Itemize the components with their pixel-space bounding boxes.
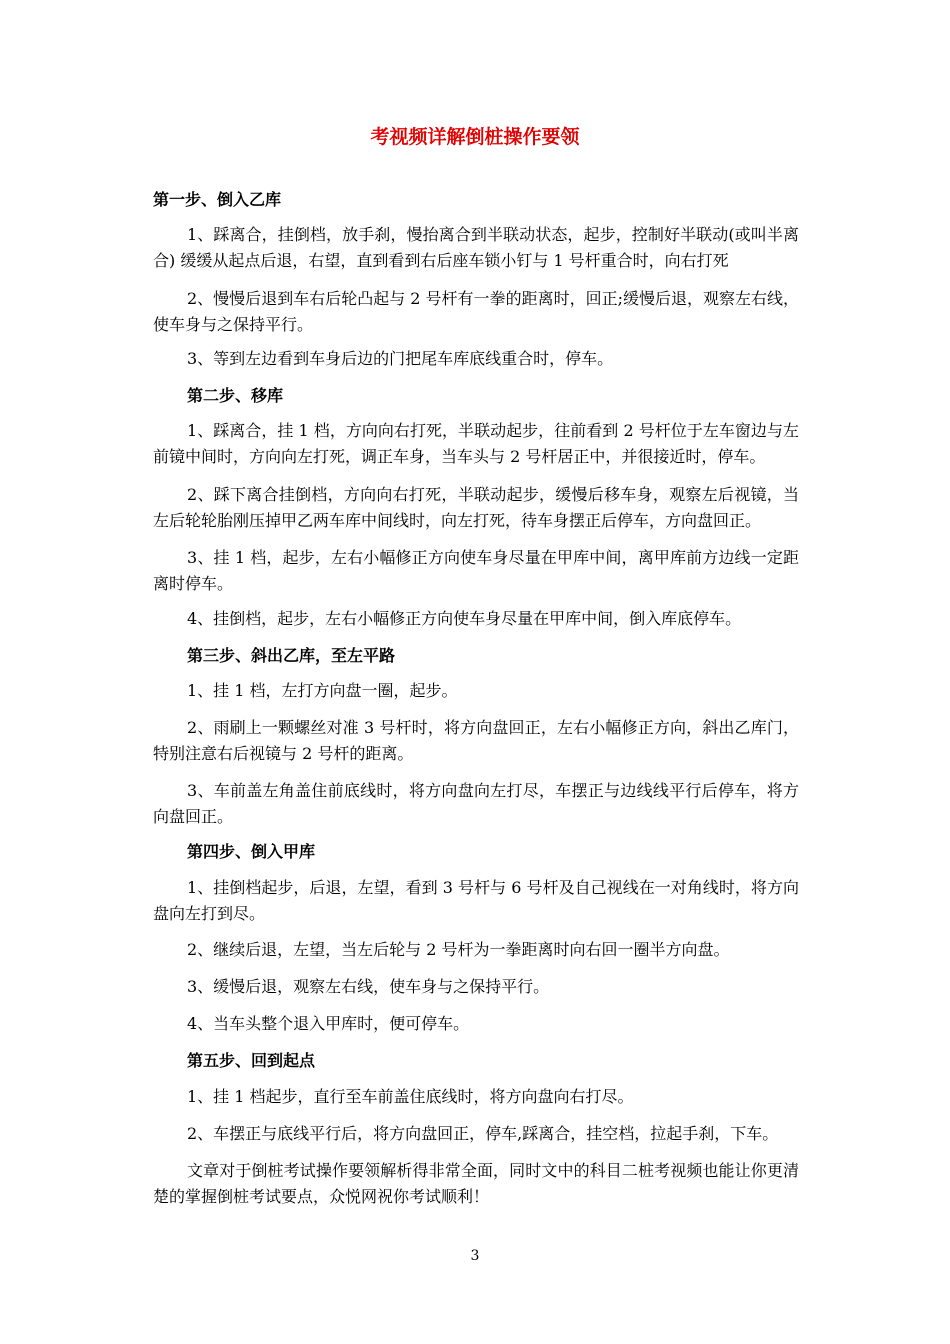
page-number: 3	[470, 1248, 480, 1264]
paragraph: 2、雨刷上一颗螺丝对准 3 号杆时，将方向盘回正，左右小幅修正方向，斜出乙库门，特别注意右后视镜与 2 号杆的距离。	[153, 718, 799, 763]
paragraph: 2、慢慢后退到车右后轮凸起与 2 号杆有一拳的距离时，回正;缓慢后退，观察左右线，使车身与之保持平行。	[153, 289, 799, 334]
paragraph: 2、继续后退，左望，当左后轮与 2 号杆为一拳距离时向右回一圈半方向盘。	[187, 940, 730, 959]
paragraph: 4、当车头整个退入甲库时，便可停车。	[187, 1014, 470, 1033]
paragraph: 3、车前盖左角盖住前底线时，将方向盘向左打尽，车摆正与边线线平行后停车，将方向盘回正。	[153, 781, 799, 826]
document-title: 考视频详解倒桩操作要领	[370, 126, 580, 148]
section-heading: 第二步、移库	[187, 386, 284, 405]
section-heading: 第四步、倒入甲库	[187, 842, 316, 861]
paragraph: 2、车摆正与底线平行后，将方向盘回正，停车,踩离合，挂空档，拉起手刹，下车。	[187, 1124, 779, 1143]
section-heading: 第五步、回到起点	[187, 1051, 316, 1070]
paragraph: 3、缓慢后退，观察左右线，使车身与之保持平行。	[187, 977, 550, 996]
section-heading: 第一步、倒入乙库	[153, 190, 282, 209]
paragraph: 3、挂 1 档，起步，左右小幅修正方向使车身尽量在甲库中间，离甲库前方边线一定距离时停车。	[153, 548, 799, 593]
closing-paragraph: 文章对于倒桩考试操作要领解析得非常全面，同时文中的科目二桩考视频也能让你更清楚的掌握倒桩考试要点，众悦网祝你考试顺利！	[153, 1161, 799, 1206]
paragraph: 1、挂倒档起步，后退，左望，看到 3 号杆与 6 号杆及自己视线在一对角线时，将方向盘向左打到尽。	[153, 878, 799, 923]
paragraph: 1、挂 1 档起步，直行至车前盖住底线时，将方向盘向右打尽。	[187, 1087, 634, 1106]
section-heading: 第三步、斜出乙库，至左平路	[187, 646, 396, 665]
paragraph: 1、踩离合，挂 1 档，方向向右打死，半联动起步，往前看到 2 号杆位于左车窗边与左前镜中间时，方向向左打死，调正车身，当车头与 2 号杆居正中，并很接近时，停车。	[153, 421, 799, 466]
paragraph: 3、等到左边看到车身后边的门把尾车库底线重合时，停车。	[187, 349, 614, 368]
paragraph: 4、挂倒档，起步，左右小幅修正方向使车身尽量在甲库中间，倒入库底停车。	[187, 609, 742, 628]
paragraph: 2、踩下离合挂倒档，方向向右打死，半联动起步，缓慢后移车身，观察左后视镜，当左后轮轮胎刚压掉甲乙两车库中间线时，向左打死，待车身摆正后停车，方向盘回正。	[153, 485, 799, 530]
paragraph: 1、挂 1 档，左打方向盘一圈，起步。	[187, 681, 458, 700]
paragraph: 1、踩离合，挂倒档，放手刹，慢抬离合到半联动状态，起步，控制好半联动(或叫半离合) 缓缓从起点后退，右望，直到看到右后座车锁小钉与 1 号杆重合时，向右打死	[153, 225, 799, 270]
